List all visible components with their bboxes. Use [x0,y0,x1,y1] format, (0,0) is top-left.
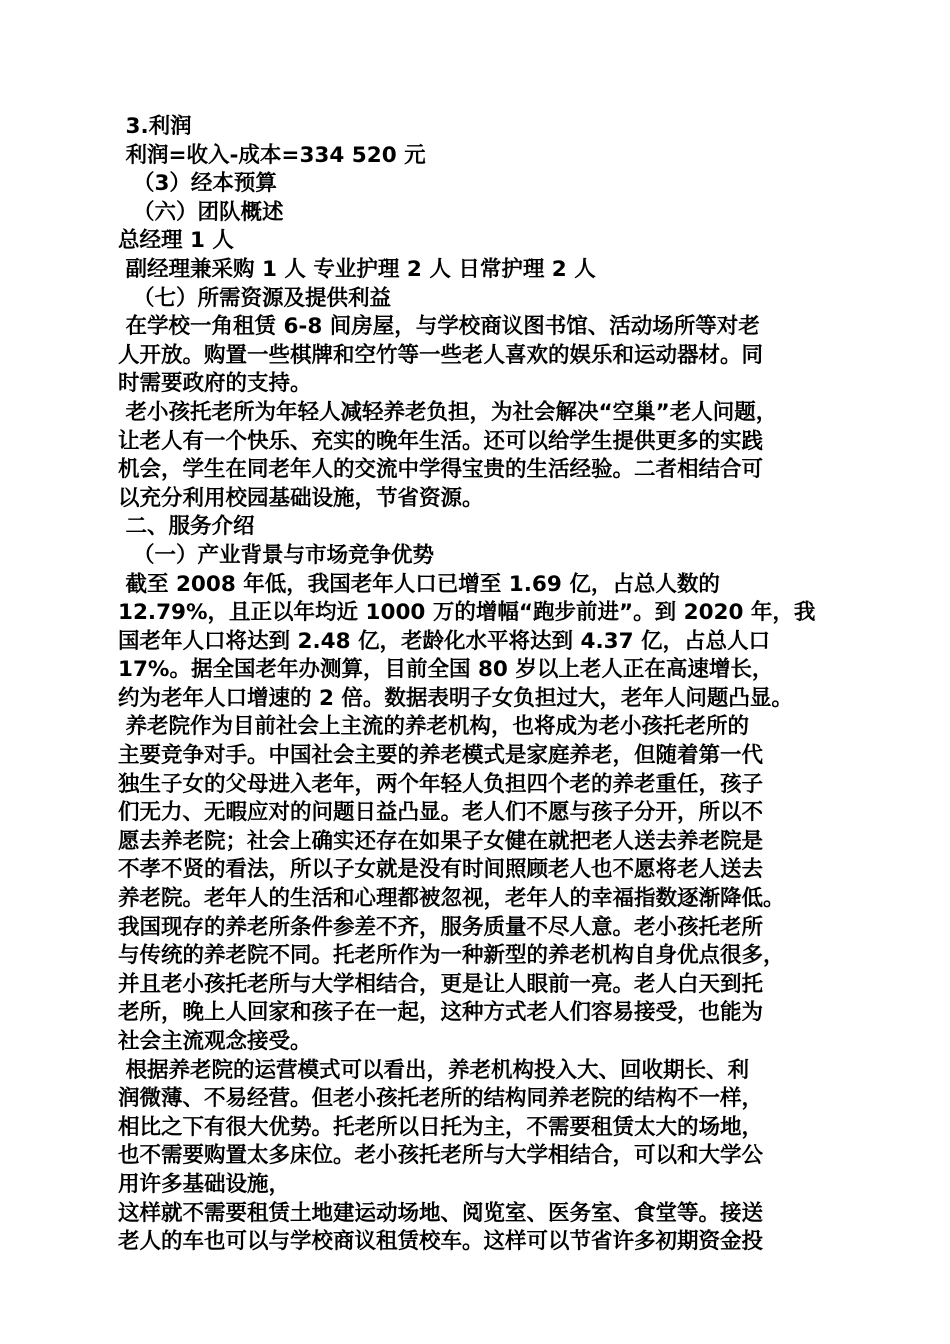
text-line: 副经理兼采购 1 人 专业护理 2 人 日常护理 2 人 [118,256,596,282]
text-line: 12.79%，且正以年均近 1000 万的增幅“跑步前进”。到 2020 年，我 [118,600,816,626]
text-line: 不孝不贤的看法，所以子女就是没有时间照顾老人也不愿将老人送去 [118,857,764,883]
text-line: 愿去养老院；社会上确实还存在如果子女健在就把老人送去养老院是 [118,828,764,854]
text-line: 以充分利用校园基础设施，节省资源。 [118,485,484,511]
text-line: 独生子女的父母进入老年，两个年轻人负担四个老的养老重任，孩子 [118,771,764,797]
text-line: 老小孩托老所为年轻人减轻养老负担，为社会解决“空巢”老人问题， [118,399,778,425]
text-line: 与传统的养老院不同。托老所作为一种新型的养老机构自身优点很多， [118,943,785,969]
document-body [118,113,838,1257]
section-heading: （六）团队概述 [118,199,284,225]
section-heading: 二、服务介绍 [118,514,255,540]
text-line: 润微薄、不易经营。但老小孩托老所的结构同养老院的结构不一样， [118,1086,764,1112]
text-line: 并且老小孩托老所与大学相结合，更是让人眼前一亮。老人白天到托 [118,971,764,997]
text-line: 利润=收入-成本=334 520 元 [118,142,426,168]
text-line: 养老院作为目前社会上主流的养老机构，也将成为老小孩托老所的 [118,714,749,740]
text-line: 也不需要购置太多床位。老小孩托老所与大学相结合，可以和大学公 [118,1143,764,1169]
text-line: 相比之下有很大优势。托老所以日托为主，不需要租赁太大的场地， [118,1114,764,1140]
text-line: 根据养老院的运营模式可以看出，养老机构投入大、回收期长、利 [118,1057,749,1083]
section-heading: （3）经本预算 [118,171,277,197]
text-line: 们无力、无暇应对的问题日益凸显。老人们不愿与孩子分开，所以不 [118,800,764,826]
text-line: 我国现存的养老所条件参差不齐，服务质量不尽人意。老小孩托老所 [118,914,764,940]
text-line: 机会，学生在同老年人的交流中学得宝贵的生活经验。二者相结合可 [118,457,764,483]
text-line: 3.利润 [118,114,192,139]
text-line: 用许多基础设施， [118,1171,291,1197]
text-line: 约为老年人口增速的 2 倍。数据表明子女负担过大，老年人问题凸显。 [118,685,793,711]
text-line: 主要竞争对手。中国社会主要的养老模式是家庭养老，但随着第一代 [118,743,764,769]
section-heading: （一）产业背景与市场竞争优势 [118,542,434,568]
text-line: 让老人有一个快乐、充实的晚年生活。还可以给学生提供更多的实践 [118,428,764,454]
text-line: 国老年人口将达到 2.48 亿，老龄化水平将达到 4.37 亿，占总人口 [118,628,771,654]
text-line: 总经理 1 人 [118,228,234,254]
text-line: 截至 2008 年低，我国老年人口已增至 1.69 亿，占总人数的 [118,571,720,597]
text-line: 时需要政府的支持。 [118,371,312,397]
text-line: 在学校一角租赁 6-8 间房屋，与学校商议图书馆、活动场所等对老 [118,314,760,340]
text-line: 老所，晚上人回家和孩子在一起，这种方式老人们容易接受，也能为 [118,1000,764,1026]
text-line: 社会主流观念接受。 [118,1029,312,1054]
text-line: 17%。据全国老年办测算，目前全国 80 岁以上老人正在高速增长， [118,657,774,683]
section-heading: （七）所需资源及提供利益 [118,285,391,311]
text-line: 人开放。购置一些棋牌和空竹等一些老人喜欢的娱乐和运动器材。同 [118,342,764,368]
text-line: 养老院。老年人的生活和心理都被忽视，老年人的幸福指数逐渐降低。 [118,886,785,912]
text-line: 这样就不需要租赁土地建运动场地、阅览室、医务室、食堂等。接送 [118,1200,764,1226]
text-line: 老人的车也可以与学校商议租赁校车。这样可以节省许多初期资金投 [118,1229,764,1255]
